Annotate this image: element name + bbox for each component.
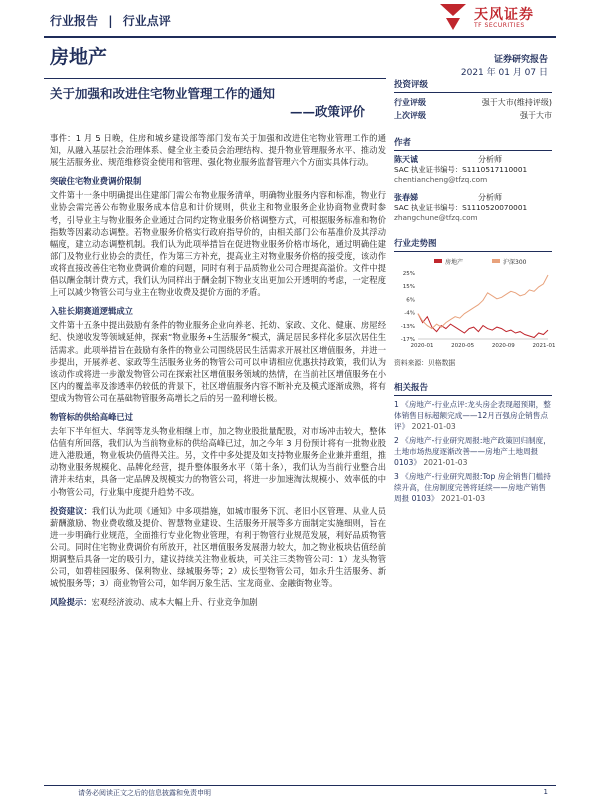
trend-chart bbox=[394, 255, 556, 355]
risk-text: 宏观经济波动、成本大幅上升、行业竞争加剧 bbox=[91, 597, 258, 608]
tf-logo-icon bbox=[436, 2, 470, 32]
footer-rule bbox=[44, 785, 556, 786]
rating-label: 上次评级 bbox=[394, 111, 426, 120]
author-sac: SAC 执业证书编号：S1110517110001 bbox=[394, 165, 528, 174]
related-item[interactable] bbox=[394, 399, 552, 432]
author-role: 分析师 bbox=[478, 155, 502, 164]
related-list bbox=[394, 399, 552, 504]
rating-row bbox=[394, 109, 552, 122]
authors-heading: 作者 bbox=[394, 136, 552, 151]
department: 证券研究报告 bbox=[493, 55, 548, 65]
related-date: 2021-01-03 bbox=[440, 494, 486, 503]
y-tick-label: 25% bbox=[402, 271, 415, 277]
series-line bbox=[418, 314, 548, 338]
legend-label: 房地产 bbox=[445, 259, 464, 266]
related-date: 2021-01-03 bbox=[423, 458, 468, 467]
y-tick-label: 6% bbox=[406, 297, 415, 304]
disclaimer: 请务必阅读正文之后的信息披露和免责申明 bbox=[78, 789, 211, 797]
report-title: 关于加强和改进住宅物业管理工作的通知 bbox=[50, 86, 276, 101]
y-tick-label: 15% bbox=[402, 284, 415, 291]
section-paragraph: 文件第十一条中明确提出住建部门需公布物业服务清单，明确物业服务内容和标准，物业行业协会需完善公布物业服务成本信息和计价规则，供业主和物业服务企业协商物业费时参考，引导业主与物业服务企业通过合同约定物业服务价格调整方式，可根据服务标准和物价指数等因素动态调整。若物业服务价格实行政府指导价的，由相关部门公布基准价及其浮动幅度，建立动态调整机制。我们认为此项举措旨在促进物业服务价格市场化，通过明确住建部门及物业行业协会的责任，作为第三方补充，提高业主对物业服务价格的接受度，该动作或将直接改善住宅物业费调价难的问题，同时有利于品质物业公司合理提高溢价。文件中提倡以酬金制计费方式，我们认为同样出于酬金制下物业支出更加公开透明的考虑，一定程度上可以减少物管公司与业主在物业收费及提价方面的矛盾。 bbox=[50, 190, 386, 298]
section-paragraph: 去年下半年恒大、华润等龙头物业相继上市，加之物业股批量配股，对市场冲击较大，整体估值有所回落，我们认为当前物业标的供给高峰已过，加之今年 3 月份预计将有一批物业股进入港股通，物业板块仍值得关注。另，文件中多处提及如支持物业服务企业兼并重组，推动物业服务规模化、品牌化经营，提升整体服务水平（第十条），我们认为当前行业整合出清并未结束，具备一定品牌及规模实力的物管公司，将进一步加速淘汰规模小、效率低的中小物管公司，行业集中度提升趋势不改。 bbox=[50, 426, 386, 497]
x-tick-label: 2020-01 bbox=[410, 343, 434, 349]
y-tick-label: -13% bbox=[400, 323, 415, 330]
related-title[interactable]: 3 《房地产-行业研究周报:Top 房企销售门槛持续升高，住房制度完善将延续——房地产销售周报 0103》 bbox=[394, 472, 551, 503]
series-line bbox=[418, 275, 548, 329]
report-type bbox=[50, 12, 177, 29]
intro-paragraph: 事件：1 月 5 日晚，住房和城乡建设部等部门发布关于加强和改进住宅物业管理工作的通知，从融入基层社会治理体系、健全业主委员会治理结构、提升物业管理服务水平、推动发展生活服务业、规范维修资金使用和管理、强化物业服务监督管理六个方面实具体行动。 bbox=[50, 133, 386, 168]
related-title[interactable]: 1 《房地产-行业点评:龙头房企表现超预期，整体销售目标超额完成——12月百强房企销售点评》 bbox=[394, 400, 551, 431]
chart-source: 资料来源：贝格数据 bbox=[394, 359, 456, 367]
section-heading: 物管标的供给高峰已过 bbox=[50, 411, 133, 422]
legend-label: 沪深300 bbox=[503, 259, 527, 266]
x-tick-label: 2020-05 bbox=[451, 343, 475, 349]
main-column bbox=[50, 132, 386, 615]
author-name: 陈天诚 bbox=[394, 155, 418, 164]
legend-swatch bbox=[492, 259, 500, 263]
title-rule bbox=[44, 78, 386, 79]
page-number: 1 bbox=[543, 788, 548, 796]
related-date: 2021-01-03 bbox=[411, 422, 456, 431]
trend-heading: 行业走势图 bbox=[394, 237, 552, 252]
logo-en: TF SECURITIES bbox=[474, 22, 525, 29]
investment-advice bbox=[50, 505, 386, 590]
author-role: 分析师 bbox=[478, 193, 502, 202]
section-paragraph: 文件第十五条中提出鼓励有条件的物业服务企业向养老、托幼、家政、文化、健康、房屋经纪、快递收发等领域延伸，探索“物业服务+生活服务”模式，满足居民多样化多层次居住生活需求。此项举措旨在鼓励有条件的物业公司围绕居民生活需求开展社区增值服务，并进一步提出，开展养老、家政等生活服务业务的物管公司可以申请相应优惠扶持政策，我们认为该动作或将进一步激发物管公司在探索社区增值服务领域的热情，在当前社区增值服务在小区内的覆盖率及渗透率仍较低的背景下，社区增值服务内容不断补充及模式逐渐成熟，将有望成为物管公司在基础物管服务高增长之后的另一盈利增长极。 bbox=[50, 320, 386, 403]
logo bbox=[436, 2, 556, 34]
related-title[interactable]: 2 《房地产-行业研究周报:地产政策回归制度，土地市场热度逐渐改善——房地产土地周报 0103》 bbox=[394, 436, 551, 467]
y-tick-label: -4% bbox=[404, 310, 415, 317]
sidebar bbox=[394, 78, 556, 507]
header-rule bbox=[44, 36, 556, 38]
rating-value: 强于大市(维持评级) bbox=[481, 98, 552, 107]
section-heading: 突破住宅物业费调价限制 bbox=[50, 176, 142, 187]
x-tick-label: 2021-01 bbox=[532, 343, 556, 349]
rating-value: 强于大市 bbox=[520, 111, 552, 120]
legend-swatch bbox=[434, 259, 442, 263]
subcategory: 行业点评 bbox=[122, 14, 171, 28]
risk-lead: 风险提示： bbox=[50, 597, 92, 608]
related-heading: 相关报告 bbox=[394, 381, 552, 396]
separator: | bbox=[108, 14, 113, 28]
advice-lead: 投资建议： bbox=[50, 505, 93, 516]
logo-text: 天风证券 bbox=[474, 7, 534, 23]
author-email[interactable]: chentiancheng@tfzq.com bbox=[394, 175, 488, 184]
y-tick-label: -17% bbox=[400, 337, 415, 343]
related-item[interactable] bbox=[394, 471, 552, 504]
author-sac: SAC 执业证书编号：S1110520070001 bbox=[394, 203, 528, 212]
rating-row bbox=[394, 96, 552, 109]
rating-label: 行业评级 bbox=[394, 98, 426, 107]
report-subtitle: ——政策评价 bbox=[290, 104, 366, 119]
section-heading: 入驻长期赛道逻辑成立 bbox=[50, 306, 133, 317]
rating-heading: 投资评级 bbox=[394, 78, 552, 93]
author-block bbox=[394, 193, 552, 223]
advice-text: 我们认为此项《通知》中多项措施，如城市服务下沉、老旧小区管理、从业人员薪酬激励、物业费收缴及提价、智慧物业建设、生活服务开展等多方面制定实施细则，旨在进一步明确行业规范，全面推行专业化物业管理，有利于物管行业规范发展，利好品质物管公司。同时住宅物业费调价有所放开，社区增值服务发展潜力较大，加之物业板块估值经前期调整后具备一定的吸引力，建议持续关注物业板块，可关注三类物管公司：1）龙头物管公司，如碧桂园服务、保利物业、绿城服务等；2）成长型物管公司，如永升生活服务、新城悦服务等；3）商业物管公司，如华润万象生活、宝龙商业、金融街物业等。 bbox=[50, 505, 386, 589]
category: 行业报告 bbox=[50, 14, 99, 28]
sector-title: 房地产 bbox=[50, 46, 108, 68]
author-email[interactable]: zhangchune@tfzq.com bbox=[394, 213, 478, 222]
report-date: 2021 年 01 月 07 日 bbox=[460, 68, 548, 78]
risk-warning bbox=[50, 596, 386, 608]
author-name: 张春娣 bbox=[394, 193, 418, 202]
author-block bbox=[394, 155, 552, 185]
related-item[interactable] bbox=[394, 435, 552, 468]
trend-chart-svg bbox=[394, 255, 556, 355]
x-tick-label: 2020-09 bbox=[491, 343, 515, 349]
